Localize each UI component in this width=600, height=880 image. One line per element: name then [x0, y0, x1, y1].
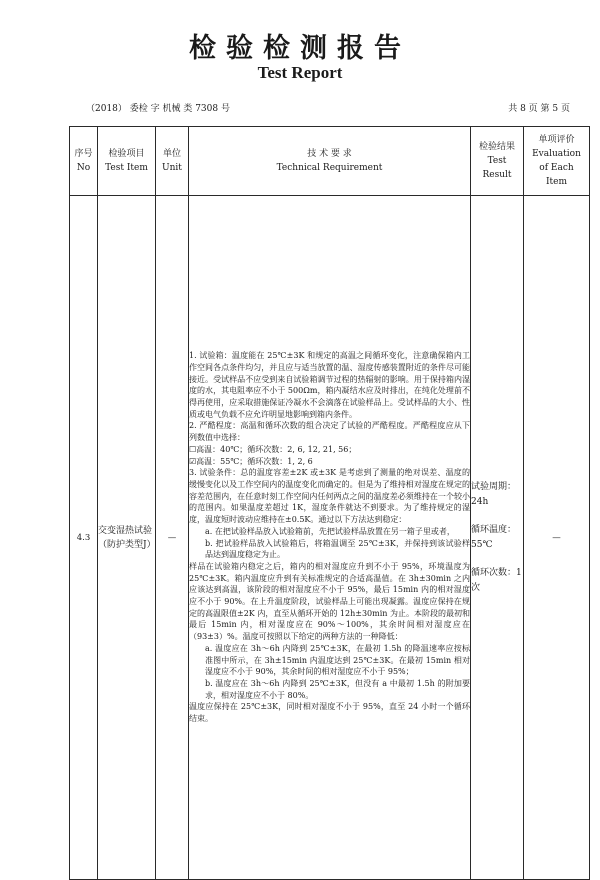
result-cycle: 试验周期：24h: [471, 481, 517, 507]
row-test-item: 交变湿热试验（防护类型J）: [98, 196, 156, 880]
req-stabilize-b: b. 把试验样品放入试验箱后，将箱温调至 25℃±3K，并保持到该试验样品达到温度稳定为止。: [205, 538, 470, 560]
report-title: 检验检测报告: [189, 33, 411, 64]
header-row: [70, 127, 590, 196]
req-para-2: 2. 严酷程度：高温和循环次数的组合决定了试验的严酷程度。严酷程度应从下列数值中选择：: [189, 421, 470, 443]
row-test-result: [471, 196, 524, 880]
req-option-55c: ☑高温：55℃；循环次数：1, 2, 6: [189, 456, 313, 466]
result-cycles: 循环次数：1次: [471, 567, 522, 593]
req-cooling-a: a. 温度应在 3h～6h 内降到 25℃±3K，在最初 1.5h 的降温速率应按标准图中所示，在 3h±15min 内温度达到 25℃±3K。在最初 15min 相对湿度应不小于 90%，其余时间的相对湿度应不小于 95%；: [205, 643, 470, 677]
req-para-3: 3. 试验条件：总的温度容差±2K 或±3K 是考虑到了测量的绝对误差、温度的缓慢变化以及工作空间内的温度变化而确定的。但是为了维持相对湿度在规定的容差范围内，在任意时刻工作空间内任何两点之间的温度差必须维持在一个较小的范围内。如果温度差超过 1K，湿度条件就达不到要求。为了维持规定的湿度，温度短时波动应维持在±0.5K。通过以下方法达到稳定：: [189, 468, 470, 525]
req-para-4: 样品在试验箱内稳定之后，箱内的相对湿度应升到不小于 95%，环境温度为 25℃±3K。箱内温度应升到有关标准规定的合适高温值。在 3h±30min 之内应该达到高温，该阶段的相对湿度应不小于 95%，最后 15min 内的相对湿度应不小于 90%。在上升温度阶段，试验样品上可能出现凝露。温度应保持在规定的高温限值±2K 内，直至从循环开始的 12h±30min 为止。本阶段的最初和最后 15min 内，相对湿度应在 90%～100%，其余时间相对湿度应在（93±3）%。温度可按照以下给定的两种方法的一种降低：: [189, 561, 470, 642]
req-cooling-b: b. 温度应在 3h～6h 内降到 25℃±3K，但没有 a 中最初 1.5h 的附加要求，相对湿度应不小于 80%。: [205, 678, 470, 700]
col-unit-header: 单位 Unit: [156, 127, 189, 196]
row-requirement: [189, 196, 471, 880]
results-table: [69, 126, 590, 880]
row-evaluation: —: [524, 196, 590, 880]
report-number: （2018） 委检 字 机械 类 7308 号: [86, 104, 230, 114]
req-option-40c: ☐高温：40℃；循环次数：2, 6, 12, 21, 56；: [189, 444, 357, 454]
req-para-1: 1. 试验箱：温度能在 25℃±3K 和规定的高温之间循环变化，注意确保箱内工作空间各点条件均匀，并且应与适当放置的温、湿度传感装置附近的条件尽可能接近。受试样品不应受到来自试验箱调节过程的热辐射的影响。用于保持箱内湿度的水，其电阻率应不小于 500Ωm，箱内凝结水应及时排出，在纯化处理前不得再使用，应采取措施保证冷凝水不会滴落在试验样品上。受试样品的大小、性质或电气负载不应允许明显地影响到箱内条件。: [189, 351, 470, 419]
page-indicator: 共 8 页 第 5 页: [508, 104, 570, 114]
col-item-header: 检验项目 Test Item: [98, 127, 156, 196]
report-subtitle: Test Report: [257, 63, 343, 82]
req-para-5: 温度应保持在 25℃±3K，同时相对湿度不小于 95%，直至 24 小时一个循环结束。: [189, 702, 470, 724]
row-unit: —: [156, 196, 189, 880]
col-result-header: 检验结果 Test Result: [471, 127, 524, 196]
row-no: 4.3: [70, 196, 98, 880]
result-temperature: 循环温度：55℃: [471, 524, 517, 550]
col-evaluation-header: 单项评价 Evaluation of Each Item: [524, 127, 590, 196]
table-row: [70, 196, 590, 880]
col-requirement-header: 技 术 要 求 Technical Requirement: [189, 127, 471, 196]
col-no-header: 序号 No: [70, 127, 98, 196]
req-stabilize-a: a. 在把试验样品放入试验箱前，先把试验样品放置在另一箱子里或者，: [205, 526, 455, 536]
